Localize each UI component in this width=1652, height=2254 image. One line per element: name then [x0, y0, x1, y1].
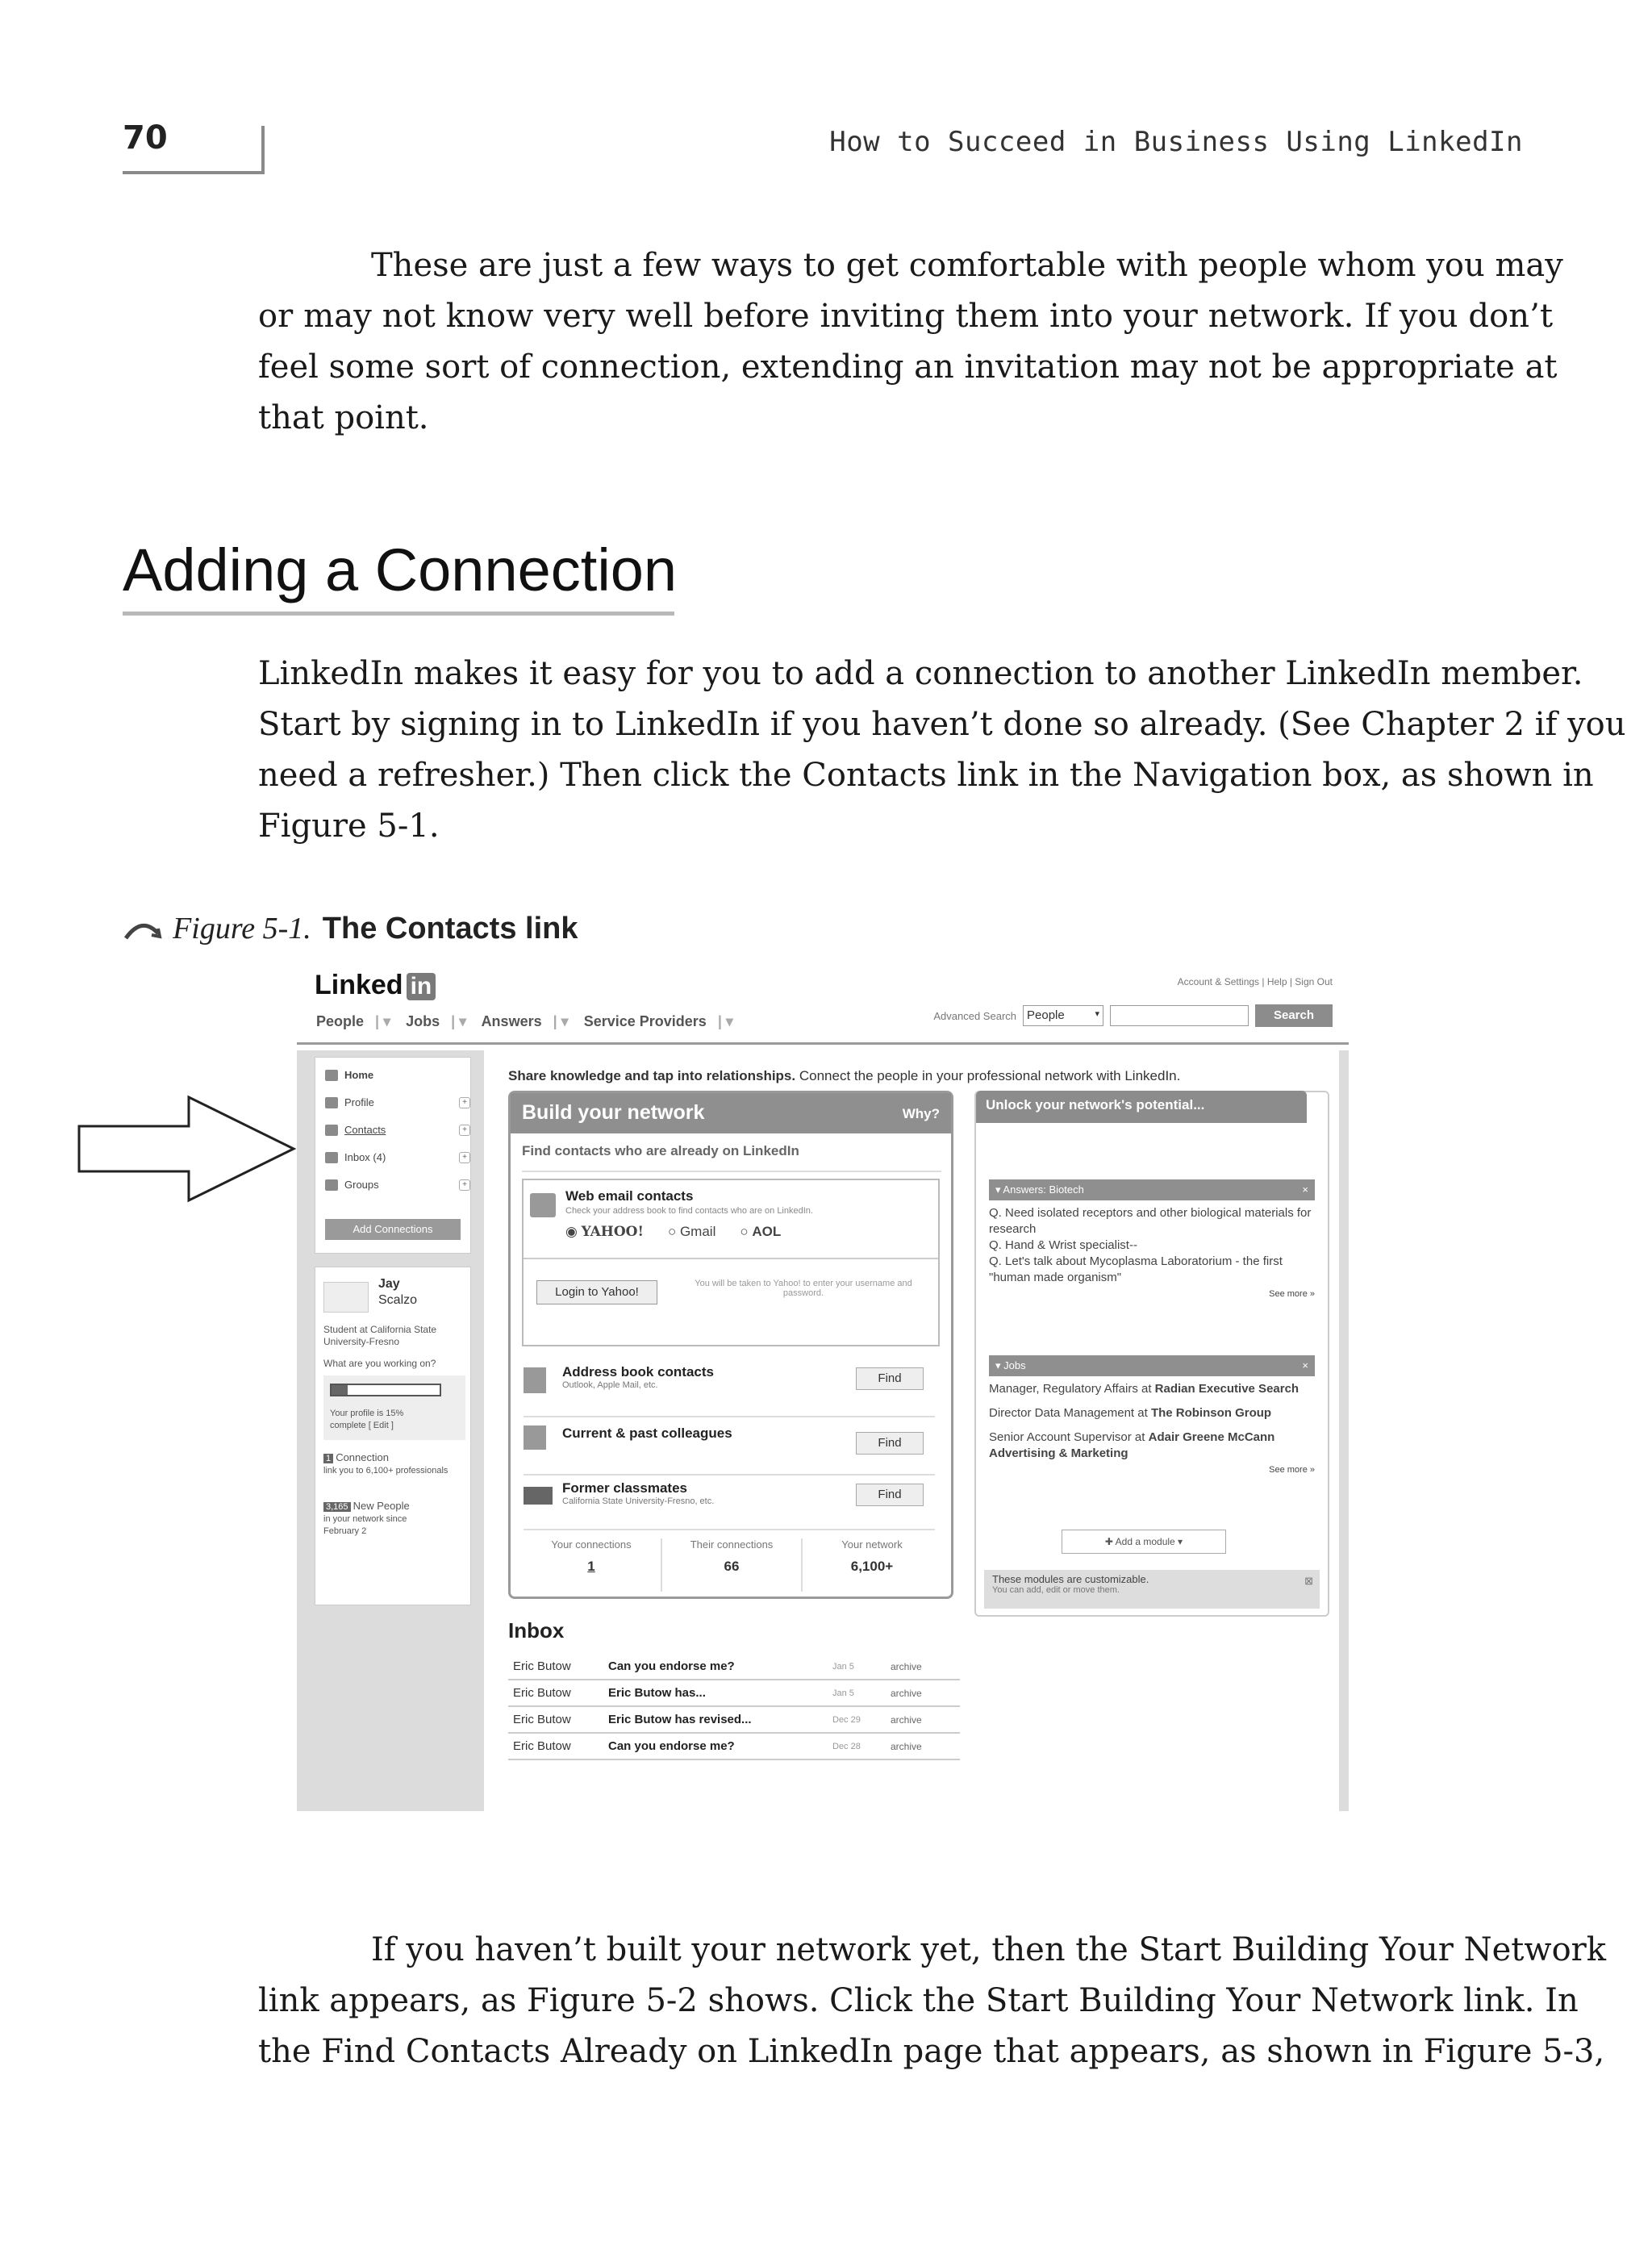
row-title: Address book contacts — [562, 1364, 714, 1380]
linkedin-screenshot — [297, 960, 1349, 1811]
answer-item[interactable]: Q. Let's talk about Mycoplasma Laboratorium - the first "human made organism" — [989, 1254, 1283, 1284]
home-icon — [325, 1070, 338, 1081]
see-more-link[interactable]: See more » — [1269, 1465, 1315, 1475]
nav-jobs[interactable]: Jobs — [406, 1013, 440, 1029]
expand-icon[interactable]: + — [459, 1179, 470, 1191]
inbox-table — [508, 1654, 960, 1760]
text-line: Start by signing in to LinkedIn if you haven’t done so already. (See Chapter 2 if you — [258, 706, 1626, 743]
account-links[interactable]: Account & Settings | Help | Sign Out — [1177, 976, 1333, 987]
find-button[interactable]: Find — [856, 1484, 924, 1506]
text-line: the Find Contacts Already on LinkedIn page that appears, as shown in Figure 5-3, — [258, 2033, 1605, 2070]
email-icon — [530, 1193, 556, 1217]
nav-answers[interactable]: Answers — [481, 1013, 542, 1029]
profile-icon — [325, 1097, 338, 1108]
jobs-header: ▾ Jobs × — [989, 1355, 1315, 1376]
text-line: or may not know very well before inviting them into your network. If you don’t — [258, 298, 1554, 335]
intro-paragraph — [258, 240, 1563, 444]
customize-note — [984, 1570, 1320, 1609]
text-line: Figure 5-1. — [258, 808, 440, 845]
inbox-title: Inbox — [508, 1618, 565, 1642]
customize-title: These modules are customizable. — [992, 1573, 1149, 1585]
status-prompt[interactable]: What are you working on? — [323, 1358, 436, 1369]
navigation-box — [315, 1057, 471, 1254]
figure-number: Figure 5-1. — [173, 912, 311, 945]
customize-sub: You can add, edit or move them. — [992, 1585, 1120, 1595]
connection-sub: link you to 6,100+ professionals — [323, 1466, 448, 1476]
job-item[interactable]: Manager, Regulatory Affairs at Radian Executive Search — [989, 1382, 1299, 1396]
email-provider-options — [565, 1224, 781, 1240]
heading-rule — [123, 612, 674, 616]
connection-summary — [323, 1451, 465, 1477]
text-line: link appears, as Figure 5-2 shows. Click the Start Building Your Network link. In — [258, 1982, 1579, 2019]
unlock-header: Unlock your network's potential... — [976, 1091, 1307, 1123]
table-row[interactable]: Eric Butow Eric Butow has... Jan 5 archive — [508, 1680, 960, 1707]
page-number: 70 — [123, 119, 168, 157]
row-title: Former classmates — [562, 1480, 687, 1496]
header-divider — [297, 1042, 1349, 1045]
address-book-icon — [524, 1367, 546, 1393]
figure-caption — [123, 910, 578, 946]
divider — [524, 1474, 935, 1476]
text-line: If you haven’t built your network yet, then the Start Building Your Network — [371, 1931, 1607, 1968]
row-subtitle: Outlook, Apple Mail, etc. — [562, 1380, 658, 1390]
close-icon[interactable]: × — [1302, 1359, 1308, 1371]
row-subtitle: California State University-Fresno, etc. — [562, 1496, 715, 1506]
why-link[interactable]: Why? — [902, 1106, 940, 1121]
nav-groups[interactable]: Groups + — [325, 1179, 379, 1191]
build-network-module — [508, 1091, 953, 1599]
answers-header: ▾ Answers: Biotech × — [989, 1179, 1315, 1200]
web-email-title: Web email contacts — [565, 1188, 694, 1204]
groups-icon — [325, 1179, 338, 1191]
expand-icon[interactable]: + — [459, 1152, 470, 1163]
divider — [524, 1416, 935, 1417]
text-line: LinkedIn makes it easy for you to add a connection to another LinkedIn member. — [258, 655, 1583, 692]
provider-yahoo-radio[interactable]: ◉ YAHOO! — [565, 1224, 644, 1240]
divider — [524, 1529, 935, 1530]
add-connections-button[interactable]: Add Connections — [325, 1219, 461, 1240]
table-row[interactable]: Eric Butow Eric Butow has revised... Dec 29 archive — [508, 1707, 960, 1734]
figure-title: The Contacts link — [322, 912, 578, 945]
closing-paragraph — [258, 1925, 1607, 2077]
answers-list — [989, 1205, 1315, 1302]
page-number-rule-vertical — [261, 126, 265, 174]
web-email-box — [522, 1179, 940, 1346]
text-line: that point. — [258, 399, 429, 436]
text-line: need a refresher.) Then click the Contacts link in the Navigation box, as shown in — [258, 757, 1594, 794]
text-line: feel some sort of connection, extending an invitation may not be appropriate at — [258, 349, 1558, 386]
profile-completeness-box — [323, 1375, 465, 1440]
section-heading: Adding a Connection — [123, 536, 678, 603]
stat-your-network[interactable]: Your network 6,100+ — [841, 1538, 903, 1574]
web-email-sub: Check your address book to find contacts who are on LinkedIn. — [565, 1206, 813, 1216]
section-paragraph — [258, 649, 1626, 852]
nav-people[interactable]: People — [316, 1013, 365, 1029]
profile-first-name[interactable]: Jay — [378, 1277, 400, 1291]
find-contacts-label: Find contacts who are already on LinkedIn — [522, 1143, 799, 1158]
building-icon — [524, 1425, 546, 1450]
jobs-list — [989, 1381, 1315, 1478]
close-icon[interactable]: ⊠ — [1304, 1575, 1313, 1587]
login-note: You will be taken to Yahoo! to enter your username and password. — [695, 1279, 912, 1298]
contacts-icon — [325, 1125, 338, 1136]
graduation-cap-icon — [524, 1487, 553, 1505]
search-bar — [933, 1004, 1333, 1028]
top-nav: People | ▾ Jobs | ▾ Answers | ▾ Service Providers | ▾ — [316, 1013, 733, 1029]
profile-headline: Student at California State University-Fresno — [323, 1324, 437, 1347]
modules-column — [974, 1091, 1329, 1617]
profile-last-name[interactable]: Scalzo — [378, 1293, 418, 1307]
table-row[interactable]: Eric Butow Can you endorse me? Dec 28 archive — [508, 1734, 960, 1760]
table-row[interactable]: Eric Butow Can you endorse me? Jan 5 archive — [508, 1654, 960, 1680]
nav-home[interactable]: Home — [325, 1069, 373, 1081]
new-people-label[interactable]: New People — [353, 1500, 410, 1512]
archive-link[interactable]: archive — [891, 1660, 922, 1672]
archive-link[interactable]: archive — [891, 1740, 922, 1752]
find-button[interactable]: Find — [856, 1367, 924, 1390]
callout-arrow-icon — [77, 1094, 297, 1204]
nav-contacts[interactable]: Contacts + — [325, 1124, 386, 1136]
close-icon[interactable]: × — [1302, 1183, 1308, 1196]
profile-complete-text[interactable]: Your profile is 15% complete [ Edit ] — [330, 1409, 404, 1430]
progress-bar-fill — [332, 1385, 348, 1395]
add-module-button[interactable]: ✚ Add a module ▾ — [1062, 1530, 1226, 1554]
connection-count: 1 — [323, 1454, 333, 1463]
new-people-summary — [323, 1500, 436, 1538]
job-item[interactable]: Senior Account Supervisor at Adair Greene McCann Advertising & Marketing — [989, 1430, 1275, 1460]
nav-service-providers[interactable]: Service Providers — [583, 1013, 707, 1029]
stat-their-connections[interactable]: Their connections 66 — [662, 1538, 803, 1592]
figure-arrow-icon — [123, 914, 163, 941]
answer-item[interactable]: Q. Hand & Wrist specialist-- — [989, 1238, 1137, 1252]
build-network-header: Build your network Why? — [511, 1093, 951, 1133]
row-title: Current & past colleagues — [562, 1425, 732, 1441]
new-people-sub: in your network since February 2 — [323, 1514, 407, 1536]
expand-icon[interactable]: + — [459, 1125, 470, 1136]
job-item[interactable]: Director Data Management at The Robinson Group — [989, 1406, 1272, 1420]
page-number-rule — [123, 171, 265, 174]
profile-box — [315, 1267, 471, 1605]
progress-bar — [330, 1384, 441, 1396]
archive-link[interactable]: archive — [891, 1713, 922, 1726]
login-yahoo-button[interactable]: Login to Yahoo! — [536, 1280, 657, 1304]
network-stats — [522, 1538, 941, 1592]
nav-profile[interactable]: Profile + — [325, 1096, 374, 1108]
provider-aol-radio[interactable]: ○ AOL — [740, 1224, 782, 1239]
search-button[interactable]: Search — [1255, 1004, 1333, 1027]
avatar[interactable] — [323, 1282, 369, 1313]
stat-your-connections[interactable]: Your connections 1 — [522, 1538, 662, 1592]
running-head: How to Succeed in Business Using LinkedIn — [829, 126, 1523, 158]
advanced-search-link[interactable]: Advanced Search — [933, 1009, 1016, 1022]
search-type-select[interactable]: People ▾ — [1023, 1005, 1103, 1026]
linkedin-logo[interactable]: Linked in — [315, 970, 436, 1001]
divider — [524, 1258, 938, 1259]
see-more-link[interactable]: See more » — [1269, 1289, 1315, 1299]
new-people-count: 3,165 — [323, 1502, 351, 1512]
nav-inbox[interactable]: Inbox (4) + — [325, 1151, 386, 1163]
provider-gmail-radio[interactable]: ○ Gmail — [667, 1224, 716, 1239]
find-button[interactable]: Find — [856, 1432, 924, 1455]
answer-item[interactable]: Q. Need isolated receptors and other biological materials for research — [989, 1206, 1312, 1236]
divider — [522, 1171, 941, 1172]
text-line: These are just a few ways to get comfortable with people whom you may — [371, 247, 1563, 284]
inbox-icon — [325, 1152, 338, 1163]
archive-link[interactable]: archive — [891, 1687, 922, 1699]
expand-icon[interactable]: + — [459, 1097, 470, 1108]
share-banner: Share knowledge and tap into relationships. Connect the people in your professional network with LinkedIn. — [508, 1068, 1181, 1083]
search-input[interactable] — [1110, 1005, 1249, 1026]
connection-label[interactable]: Connection — [336, 1451, 389, 1463]
